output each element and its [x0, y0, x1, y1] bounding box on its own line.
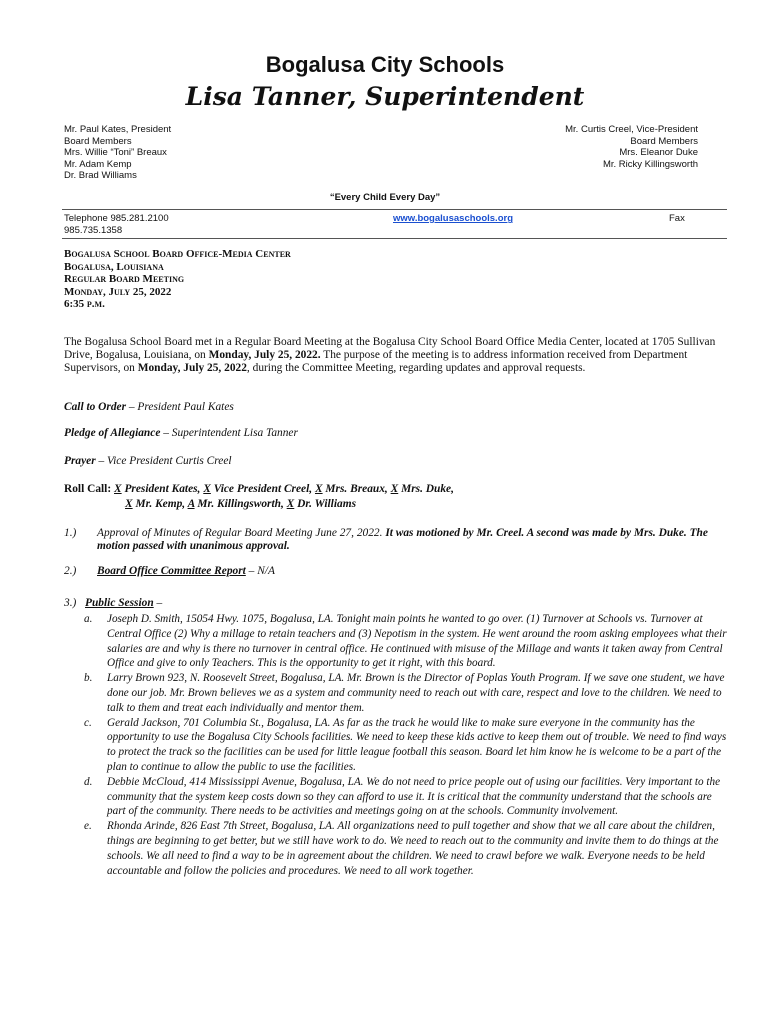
- board-members-right: [565, 124, 698, 170]
- meeting-info: [64, 248, 291, 311]
- roll-mark: X: [203, 483, 211, 495]
- call-to-order: [64, 401, 234, 413]
- prayer-label: Prayer: [64, 455, 96, 467]
- roll-member: Mr. Killingsworth,: [194, 498, 287, 510]
- prayer: [64, 455, 232, 467]
- roll-member: President Kates,: [121, 483, 204, 495]
- roll-mark: X: [286, 498, 295, 510]
- pledge: [64, 427, 298, 439]
- school-name: Bogalusa City Schools: [265, 52, 505, 77]
- meeting-time: 6:35 p.m.: [64, 298, 105, 311]
- list-item: [84, 775, 729, 819]
- board-member: Mr. Curtis Creel, Vice-President: [565, 124, 698, 135]
- item-text: [97, 527, 737, 553]
- item-3-title: Public Session: [85, 597, 154, 609]
- list-letter: c.: [84, 716, 92, 729]
- intro-text: The purpose of the meeting is to address information received from Department Supervisors, on: [64, 349, 688, 374]
- list-text: Gerald Jackson, 701 Columbia St., Bogalusa, LA. As far as the track he would like to make sure everyone in the community has the opportunity to use the Bogalusa City Schools facilities. We need to keep these kids active to keep them out of trouble. We need to find ways to protect the track so the facilities can be used for little league football this season. Board let him know he is welcome to be a part of the plan to continue to allow the public to use the facilities.: [107, 716, 727, 773]
- item-3-text: –: [153, 597, 163, 609]
- meeting-type: Regular Board Meeting: [64, 273, 185, 286]
- intro-paragraph: [64, 336, 734, 375]
- item-2-text: – N/A: [245, 565, 275, 577]
- list-text: Larry Brown 923, N. Roosevelt Street, Bogalusa, LA. Mr. Brown is the Director of Poplas Youth Program. If we save one student, we have done our job. Mr. Brown believes we as a system and community need to reach out with care, respect and love to the children. We need to talk to them and treat each individually and mentor them.: [107, 672, 725, 714]
- list-text: Debbie McCloud, 414 Mississippi Avenue, Bogalusa, LA. We do not need to price people out of using our facilities. Very important to the community that the system keep costs down so they can afford to use it. It is critical that the community understand that the schools are part of the community. There needs to be activities and meetings going on at the schools. Community involvement.: [107, 775, 721, 818]
- roll-call-line: [64, 497, 454, 512]
- roll-member: Mrs. Duke,: [398, 483, 454, 495]
- roll-mark: X: [314, 483, 323, 495]
- fax-label: Fax: [669, 213, 685, 224]
- board-member: Board Members: [64, 135, 132, 147]
- intro-text: , during the Committee Meeting, regarding updates and approval requests.: [246, 362, 586, 374]
- roll-mark: X: [390, 483, 399, 495]
- board-member: Mr. Adam Kemp: [64, 158, 132, 170]
- board-member: Dr. Brad Williams: [64, 170, 137, 182]
- item-number: 2.): [64, 565, 77, 577]
- pledge-label: Pledge of Allegiance: [64, 427, 161, 439]
- contact-telephone: [64, 213, 169, 237]
- board-members-left: [64, 124, 171, 182]
- call-to-order-label: Call to Order: [64, 401, 127, 413]
- item-number: 1.): [64, 527, 77, 539]
- list-letter: a.: [84, 613, 93, 625]
- location-line: Bogalusa School Board Office-Media Center: [64, 248, 291, 260]
- pledge-text: – Superintendent Lisa Tanner: [160, 427, 298, 439]
- list-item: [84, 612, 729, 671]
- item-2-title: Board Office Committee Report: [97, 565, 246, 577]
- list-letter: d.: [84, 775, 93, 788]
- item-text: [97, 565, 737, 578]
- roll-member: Mr. Kemp,: [132, 498, 188, 510]
- board-member: Mr. Paul Kates, President: [64, 124, 172, 135]
- item-number: 3.): [64, 597, 77, 609]
- board-member: Board Members: [630, 135, 698, 147]
- board-member: Mrs. Willie “Toni” Breaux: [64, 147, 167, 159]
- intro-date: Monday, July 25, 2022.: [208, 349, 321, 361]
- location-city: Bogalusa, Louisiana: [64, 260, 164, 273]
- roll-mark: X: [114, 483, 122, 495]
- website-link[interactable]: www.bogalusaschools.org: [393, 213, 513, 224]
- roll-member: Vice President Creel,: [210, 483, 315, 495]
- board-member: Mrs. Eleanor Duke: [619, 147, 698, 159]
- public-session-list: [84, 612, 729, 878]
- roll-mark: A: [187, 498, 195, 510]
- list-item: [84, 671, 729, 715]
- list-item: [84, 819, 729, 878]
- superintendent-title: Lisa Tanner, Superintendent: [185, 82, 585, 111]
- item-text: [85, 597, 725, 610]
- divider-top: [62, 209, 727, 210]
- roll-call-line: Roll Call: X President Kates, X Vice President Creel, X Mrs. Breaux, X Mrs. Duke,: [64, 483, 454, 495]
- item-1-motion: It was motioned by Mr. Creel. A second was made by Mrs. Duke. The motion passed with unanimous approval.: [97, 527, 708, 552]
- telephone: Telephone 985.281.2100: [64, 213, 169, 224]
- list-text: Rhonda Arinde, 826 East 7th Street, Bogalusa, LA. All organizations need to pull together and show that we all care about the children, things are beginning to get better, but we still have work to do. We need to reach out to the community and invite them to do things at the schools. We all need to find a way to be in agreement about the children. We need to crawl before we walk. Everyone needs to be held accountable and follow the policies and procedures. We need to all work together.: [107, 820, 719, 877]
- list-letter: b.: [84, 672, 93, 685]
- fax-number: 985.735.1358: [64, 225, 123, 236]
- item-1-text: Approval of Minutes of Regular Board Meeting June 27, 2022.: [97, 527, 386, 539]
- list-text: Joseph D. Smith, 15054 Hwy. 1075, Bogalusa, LA. Tonight main points he wanted to go over. (1) Turnover at Schools vs. Turnover at Central Office (2) Why a millage to retain teachers and (3) Nepotism in the system. He went around the room asking employees what their salaries are and why is there no turnover in central office. He continued with misuse of the Millage and wants it taken away from Central Office and give to only Teachers. This is the opportunity to get it right, with this board.: [107, 613, 727, 670]
- roll-member: Dr. Williams: [294, 498, 356, 510]
- intro-text: The Bogalusa School Board met in a Regular Board Meeting at the Bogalusa City School Board Office Media Center, located at 1705 Sullivan Drive, Bogalusa, Louisiana, on: [64, 336, 716, 361]
- meeting-date: Monday, July 25, 2022: [64, 285, 172, 298]
- roll-call: [64, 482, 454, 512]
- list-letter: e.: [84, 820, 92, 833]
- roll-mark: X: [125, 498, 133, 510]
- list-item: [84, 716, 729, 775]
- divider-bottom: [62, 238, 727, 239]
- intro-date: Monday, July 25, 2022: [137, 362, 247, 374]
- roll-call-label: Roll Call: [64, 483, 108, 495]
- board-member: Mr. Ricky Killingsworth: [602, 158, 698, 170]
- roll-member: Mrs. Breaux,: [322, 483, 391, 495]
- motto: “Every Child Every Day”: [329, 192, 441, 203]
- call-to-order-text: – President Paul Kates: [126, 401, 234, 413]
- prayer-text: – Vice President Curtis Creel: [95, 455, 232, 467]
